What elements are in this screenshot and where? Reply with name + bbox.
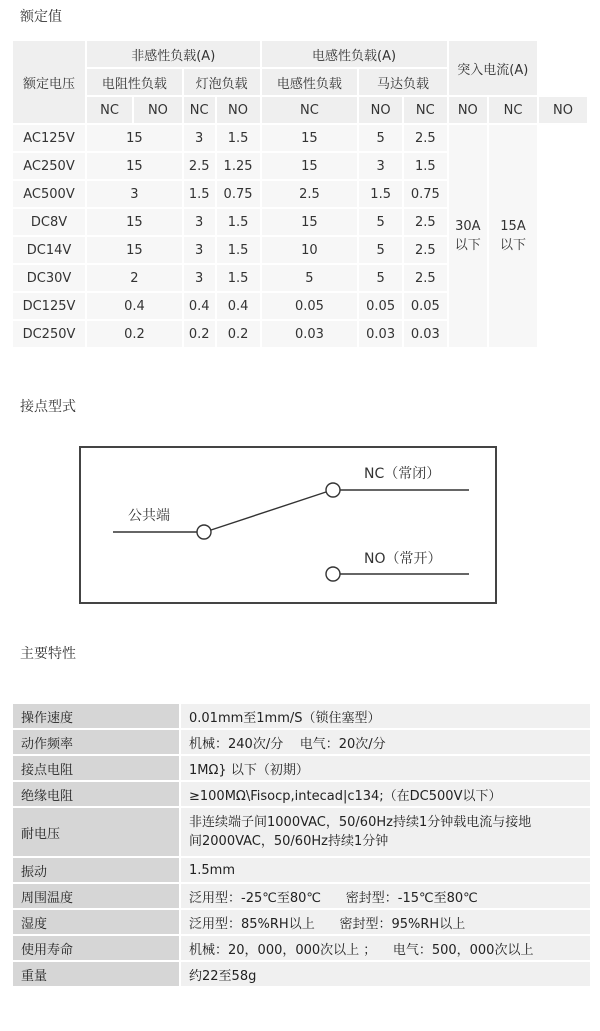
no-header: NO: [539, 97, 587, 123]
lamp-no-cell: 1.5: [217, 209, 260, 235]
props-section-title: 主要特性: [20, 646, 76, 662]
voltage-cell: DC14V: [13, 237, 85, 263]
inrush-no-cell: [489, 125, 537, 347]
inductive-cell: 5: [262, 265, 358, 291]
lamp-no-cell: 1.5: [217, 237, 260, 263]
table-row: [13, 936, 590, 960]
subgroup-resistive: 电阻性负载: [87, 69, 182, 95]
motor-no-cell: 0.03: [404, 321, 447, 347]
lamp-nc-cell: 3: [184, 125, 215, 151]
motor-nc-cell: 0.03: [359, 321, 402, 347]
lamp-no-cell: 1.5: [217, 265, 260, 291]
no-header: NO: [134, 97, 182, 123]
no-header: NO: [449, 97, 487, 123]
inductive-cell: 2.5: [262, 181, 358, 207]
motor-nc-cell: 3: [359, 153, 402, 179]
group-header-noninductive: 非感性负载(A): [87, 41, 260, 67]
resistive-cell: 15: [87, 125, 182, 151]
motor-no-cell: 0.05: [404, 293, 447, 319]
resistive-cell: 15: [87, 237, 182, 263]
voltage-header: 额定电压: [13, 41, 85, 123]
prop-key: 操作速度: [13, 704, 179, 728]
voltage-cell: AC250V: [13, 153, 85, 179]
table-row: [13, 858, 590, 882]
motor-no-cell: 2.5: [404, 237, 447, 263]
table-row: [13, 782, 590, 806]
no-terminal: [326, 567, 340, 581]
prop-value: [181, 808, 590, 856]
inductive-cell: 15: [262, 209, 358, 235]
motor-no-cell: 1.5: [404, 153, 447, 179]
table-row: [13, 808, 590, 856]
subgroup-motor: 马达负载: [359, 69, 446, 95]
inductive-cell: 0.03: [262, 321, 358, 347]
table-row: [13, 962, 590, 986]
prop-value: 泛用型：-25℃至80℃ 密封型：-15℃至80℃: [181, 884, 590, 908]
nc-label: NC（常闭）: [364, 466, 441, 482]
voltage-cell: DC30V: [13, 265, 85, 291]
inrush-nc-cell: [449, 125, 487, 347]
nc-header: NC: [262, 97, 358, 123]
prop-key: 湿度: [13, 910, 179, 934]
resistive-cell: 2: [87, 265, 182, 291]
lamp-nc-cell: 3: [184, 209, 215, 235]
lamp-no-cell: 0.75: [217, 181, 260, 207]
resistive-cell: 15: [87, 209, 182, 235]
prop-value: 1MΩ} 以下（初期）: [181, 756, 590, 780]
lamp-nc-cell: 3: [184, 265, 215, 291]
motor-nc-cell: 5: [359, 125, 402, 151]
common-label: 公共端: [128, 508, 170, 524]
prop-value: 1.5mm: [181, 858, 590, 882]
subgroup-lamp: 灯泡负载: [184, 69, 260, 95]
switch-arm: [211, 492, 326, 530]
lamp-nc-cell: 2.5: [184, 153, 215, 179]
prop-value-line: 非连续端子间1000VAC，50/60Hz持续1分钟载电流与接地: [189, 815, 532, 830]
prop-value: 机械：20，000，000次以上 ； 电气：500，000次以上: [181, 936, 590, 960]
prop-key: 周围温度: [13, 884, 179, 908]
group-header-inductive: 电感性负载(A): [262, 41, 447, 67]
motor-nc-cell: 5: [359, 237, 402, 263]
prop-value-line: 间2000VAC，50/60Hz持续1分钟: [189, 834, 389, 849]
table-row: [13, 125, 587, 151]
table-row: [13, 884, 590, 908]
voltage-cell: DC250V: [13, 321, 85, 347]
inrush-no-suffix: 以下: [499, 238, 526, 253]
no-header: NO: [217, 97, 260, 123]
inductive-cell: 0.05: [262, 293, 358, 319]
motor-nc-cell: 5: [359, 265, 402, 291]
subgroup-inductive: 电感性负载: [262, 69, 358, 95]
prop-value: 约22至58g: [181, 962, 590, 986]
motor-no-cell: 2.5: [404, 209, 447, 235]
prop-value: 泛用型：85%RH以上 密封型：95%RH以上: [181, 910, 590, 934]
voltage-cell: DC8V: [13, 209, 85, 235]
nc-header: NC: [87, 97, 132, 123]
motor-nc-cell: 1.5: [359, 181, 402, 207]
rating-table: [11, 39, 589, 349]
motor-no-cell: 2.5: [404, 265, 447, 291]
lamp-no-cell: 0.4: [217, 293, 260, 319]
prop-value: 机械：240次/分 电气：20次/分: [181, 730, 590, 754]
nc-header: NC: [184, 97, 215, 123]
prop-value: ≥100MΩ\Fisocp,intecad|c134;（在DC500V以下）: [181, 782, 590, 806]
props-table: [13, 702, 590, 988]
inrush-nc-value: 30A: [455, 219, 481, 234]
voltage-cell: AC500V: [13, 181, 85, 207]
inductive-cell: 15: [262, 125, 358, 151]
table-row: [13, 704, 590, 728]
prop-key: 使用寿命: [13, 936, 179, 960]
table-row: [13, 756, 590, 780]
nc-header: NC: [489, 97, 537, 123]
table-row: [13, 910, 590, 934]
lamp-nc-cell: 0.4: [184, 293, 215, 319]
resistive-cell: 15: [87, 153, 182, 179]
no-header: NO: [359, 97, 402, 123]
nc-terminal: [326, 483, 340, 497]
resistive-cell: 0.4: [87, 293, 182, 319]
lamp-no-cell: 0.2: [217, 321, 260, 347]
group-header-inrush: 突入电流(A): [449, 41, 537, 95]
voltage-cell: DC125V: [13, 293, 85, 319]
lamp-nc-cell: 0.2: [184, 321, 215, 347]
prop-value: 0.01mm至1mm/S（锁住塞型）: [181, 704, 590, 728]
prop-key: 接点电阻: [13, 756, 179, 780]
resistive-cell: 3: [87, 181, 182, 207]
contact-section-title: 接点型式: [20, 399, 76, 415]
inductive-cell: 10: [262, 237, 358, 263]
inrush-nc-suffix: 以下: [454, 238, 481, 253]
contact-diagram: [79, 446, 497, 604]
nc-header: NC: [404, 97, 447, 123]
prop-key: 绝缘电阻: [13, 782, 179, 806]
motor-no-cell: 2.5: [404, 125, 447, 151]
common-terminal: [197, 525, 211, 539]
resistive-cell: 0.2: [87, 321, 182, 347]
lamp-nc-cell: 3: [184, 237, 215, 263]
motor-no-cell: 0.75: [404, 181, 447, 207]
no-label: NO（常开）: [364, 551, 442, 567]
inductive-cell: 15: [262, 153, 358, 179]
prop-key: 重量: [13, 962, 179, 986]
contact-diagram-svg: [81, 448, 499, 606]
prop-key: 振动: [13, 858, 179, 882]
lamp-nc-cell: 1.5: [184, 181, 215, 207]
table-row: [13, 730, 590, 754]
lamp-no-cell: 1.5: [217, 125, 260, 151]
prop-key: 耐电压: [13, 808, 179, 856]
voltage-cell: AC125V: [13, 125, 85, 151]
rating-section-title: 额定值: [20, 9, 62, 25]
lamp-no-cell: 1.25: [217, 153, 260, 179]
prop-key: 动作频率: [13, 730, 179, 754]
motor-nc-cell: 5: [359, 209, 402, 235]
inrush-no-value: 15A: [500, 219, 526, 234]
motor-nc-cell: 0.05: [359, 293, 402, 319]
